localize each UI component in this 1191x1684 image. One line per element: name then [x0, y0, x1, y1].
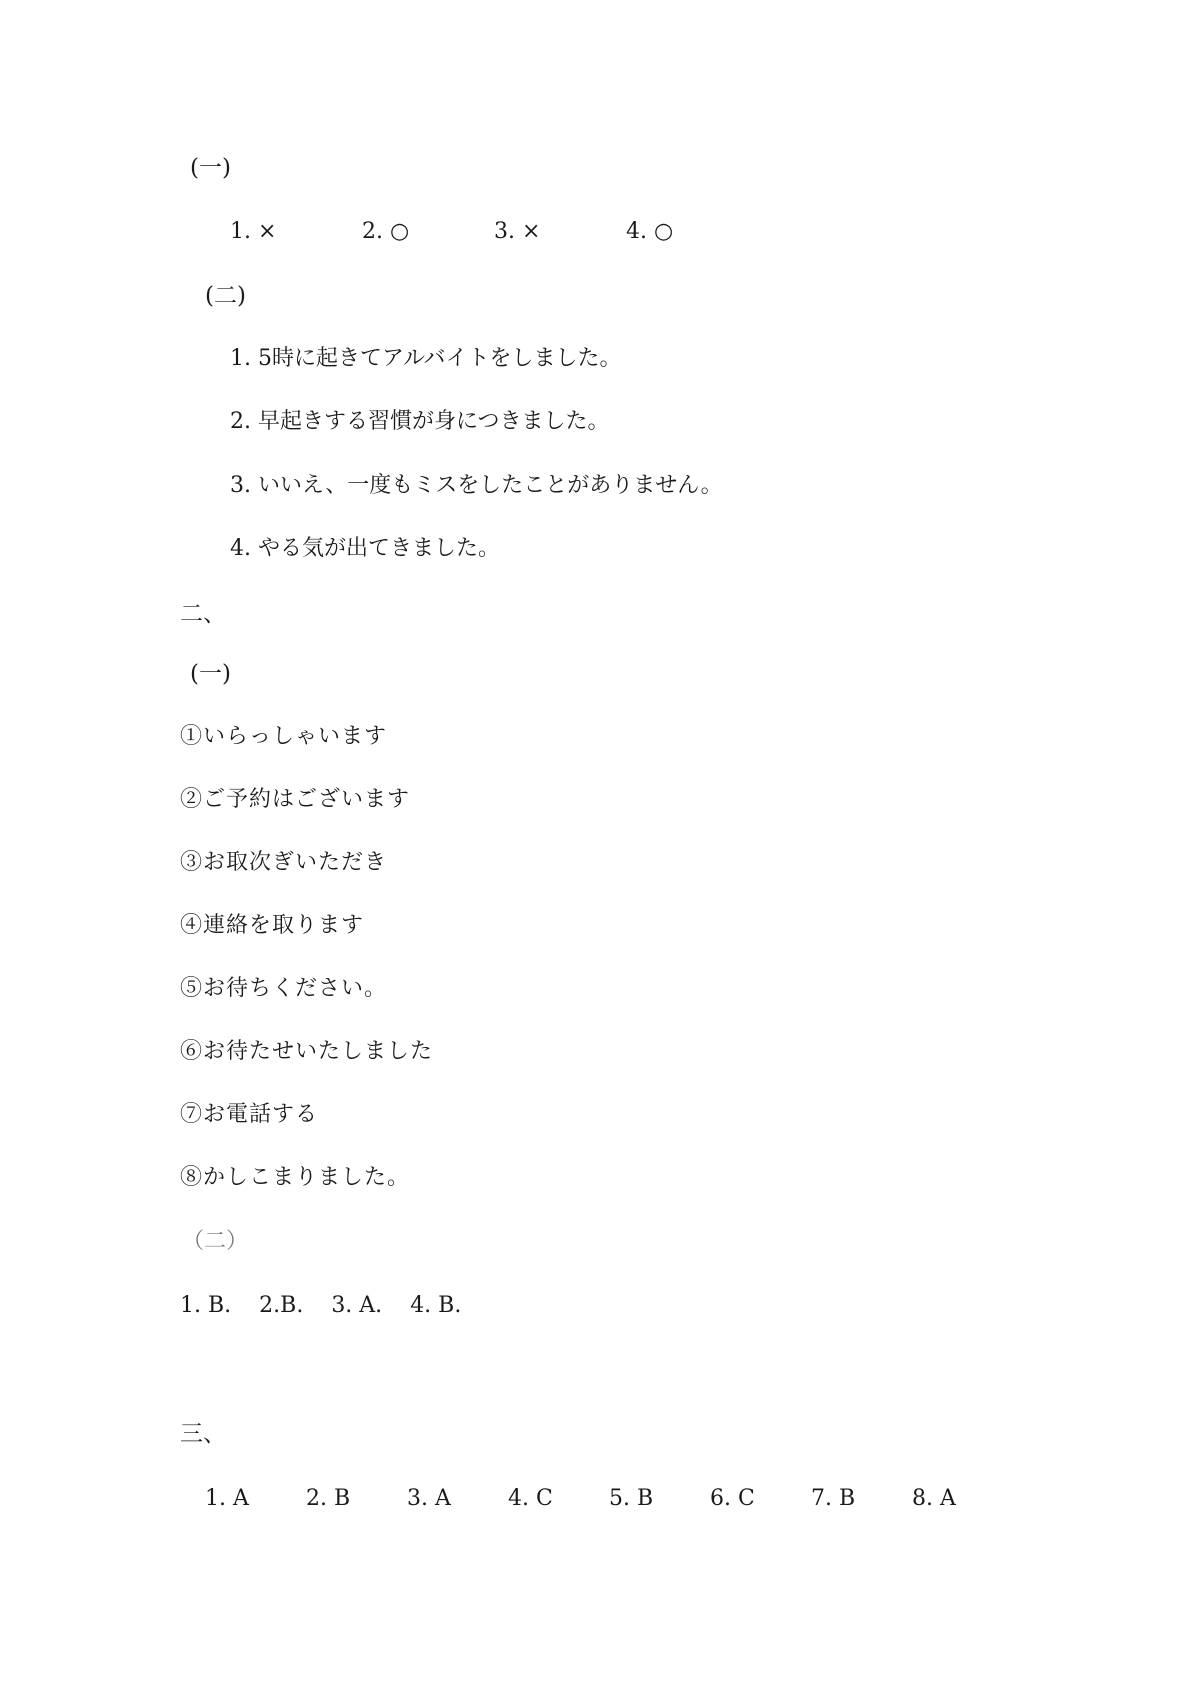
answer-item: 3. A. [331, 1293, 383, 1318]
answer-line: 4. やる気が出てきました。 [230, 536, 500, 561]
answer-item: 2. ○ [362, 219, 410, 244]
answer-line: ②ご予約はございます [180, 787, 411, 812]
answer-item: 2.B. [259, 1293, 304, 1318]
section2-part2-answers [180, 1292, 489, 1320]
answer-item: 1. A [205, 1486, 249, 1511]
section3-answers [205, 1485, 1013, 1513]
answer-line: 2. 早起きする習慣が身につきました。 [230, 409, 610, 434]
answer-item: 8. A [912, 1486, 956, 1511]
answer-line: ③お取次ぎいただき [180, 850, 388, 875]
answer-line: ①いらっしゃいます [180, 724, 388, 749]
answer-line: ⑥お待たせいたしました [180, 1039, 434, 1064]
answer-item: 1. B. [180, 1293, 232, 1318]
section1-part1-answers [230, 218, 758, 246]
answer-item: 5. B [609, 1486, 654, 1511]
section1-part2-heading: (二) [205, 283, 246, 309]
answer-line: ⑦お電話する [180, 1102, 319, 1127]
section2-part2-heading: （二） [182, 1229, 249, 1254]
answer-item: 6. C [710, 1486, 755, 1511]
section2-heading: 二、 [180, 601, 226, 627]
answer-item: 4. C [508, 1486, 553, 1511]
answer-item: 4. ○ [626, 219, 674, 244]
answer-line: ⑧かしこまりました。 [180, 1165, 411, 1190]
answer-item: 2. B [306, 1486, 351, 1511]
answer-line: 1. 5時に起きてアルバイトをしました。 [230, 346, 622, 371]
answer-item: 7. B [811, 1486, 856, 1511]
section2-part1-heading: (一) [190, 661, 231, 687]
answer-item: 4. B. [410, 1293, 462, 1318]
answer-line: ④連絡を取ります [180, 913, 365, 938]
answer-item: 3. A [407, 1486, 451, 1511]
answer-line: 3. いいえ、一度もミスをしたことがありません。 [230, 473, 723, 498]
answer-line: ⑤お待ちください。 [180, 976, 388, 1001]
answer-item: 1. × [230, 219, 277, 244]
answer-item: 3. × [494, 219, 541, 244]
section1-part1-heading: (一) [190, 155, 231, 181]
section3-heading: 三、 [180, 1421, 226, 1447]
